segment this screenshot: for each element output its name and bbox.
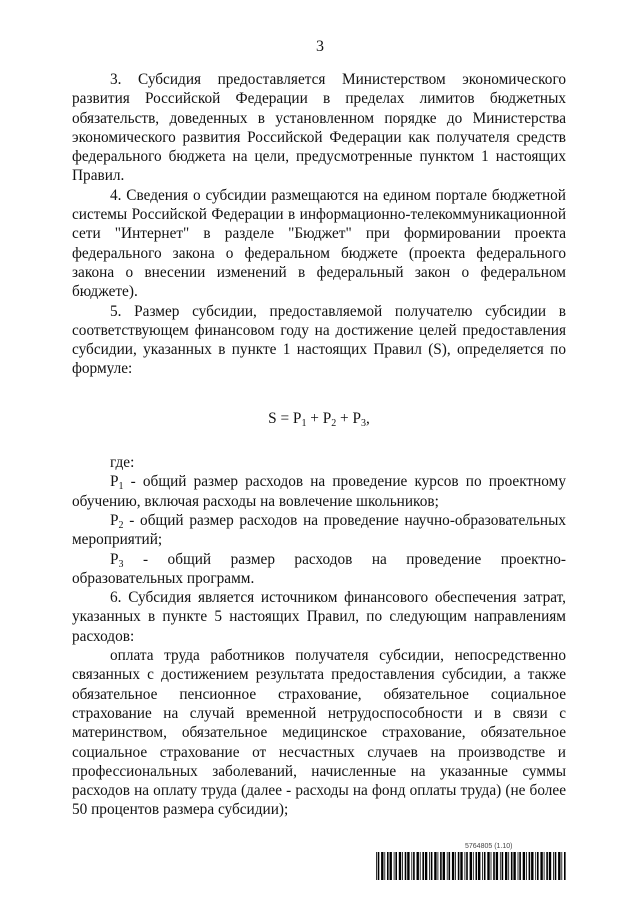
paragraph-5: 5. Размер субсидии, предоставляемой получателю субсидии в соответствующем финансовом году на достижение целей предоставления субсидии, указанных в пункте 1 настоящих Правил (S), определяется по формуле: bbox=[72, 302, 566, 378]
paragraph-3: 3. Субсидия предоставляется Министерством экономического развития Российской Федерации в пределах лимитов бюджетных обязательств, доведенных в установленном порядке до Министерства экономического развития Российской Федерации как получателя средств федерального бюджета на цели, предусмотренные пунктом 1 настоящих Правил. bbox=[72, 71, 566, 185]
document-code: 5764805 (1.10) bbox=[465, 843, 513, 850]
barcode-icon bbox=[376, 852, 566, 880]
definition-p1: $P_1$ - общий размер расходов на проведение курсов по проектному обучению, включая расходы на вовлечение школьников; bbox=[72, 473, 566, 510]
paragraph-6: 6. Субсидия является источником финансового обеспечения затрат, указанных в пункте 5 настоящих Правил, по следующим направлениям расходов: bbox=[72, 589, 566, 645]
formula: $S = P_1 + P_2 + P_3$, bbox=[268, 409, 370, 429]
definition-p2: $P_2$ - общий размер расходов на проведение научно-образовательных мероприятий; bbox=[72, 511, 566, 549]
document-body bbox=[72, 70, 566, 820]
paragraph-4: 4. Сведения о субсидии размещаются на едином портале бюджетной системы Российской Федерации в информационно-телекоммуникационной сети "Интернет" в разделе "Бюджет" при формировании проекта федерального закона о федеральном бюджете (проекта федерального закона о внесении изменений в федеральный закон о федеральном бюджете). bbox=[72, 186, 566, 301]
definition-p3: $P_3$ - общий размер расходов на проведение проектно-образовательных программ. bbox=[72, 550, 566, 587]
where-label: где: bbox=[110, 454, 135, 472]
page-number: 3 bbox=[316, 38, 324, 55]
paragraph-7: оплата труда работников получателя субсидии, непосредственно связанных с достижением результата предоставления субсидии, а также обязательное пенсионное страхование, обязательное социальное страхование на случай временной нетрудоспособности и в связи с материнством, обязательное медицинское страхование, обязательное социальное страхование от несчастных случаев на производстве и профессиональных заболеваний, начисленные на указанные суммы расходов на оплату труда (далее - расходы на фонд оплаты труда) (не более 50 процентов размера субсидии); bbox=[72, 647, 566, 819]
